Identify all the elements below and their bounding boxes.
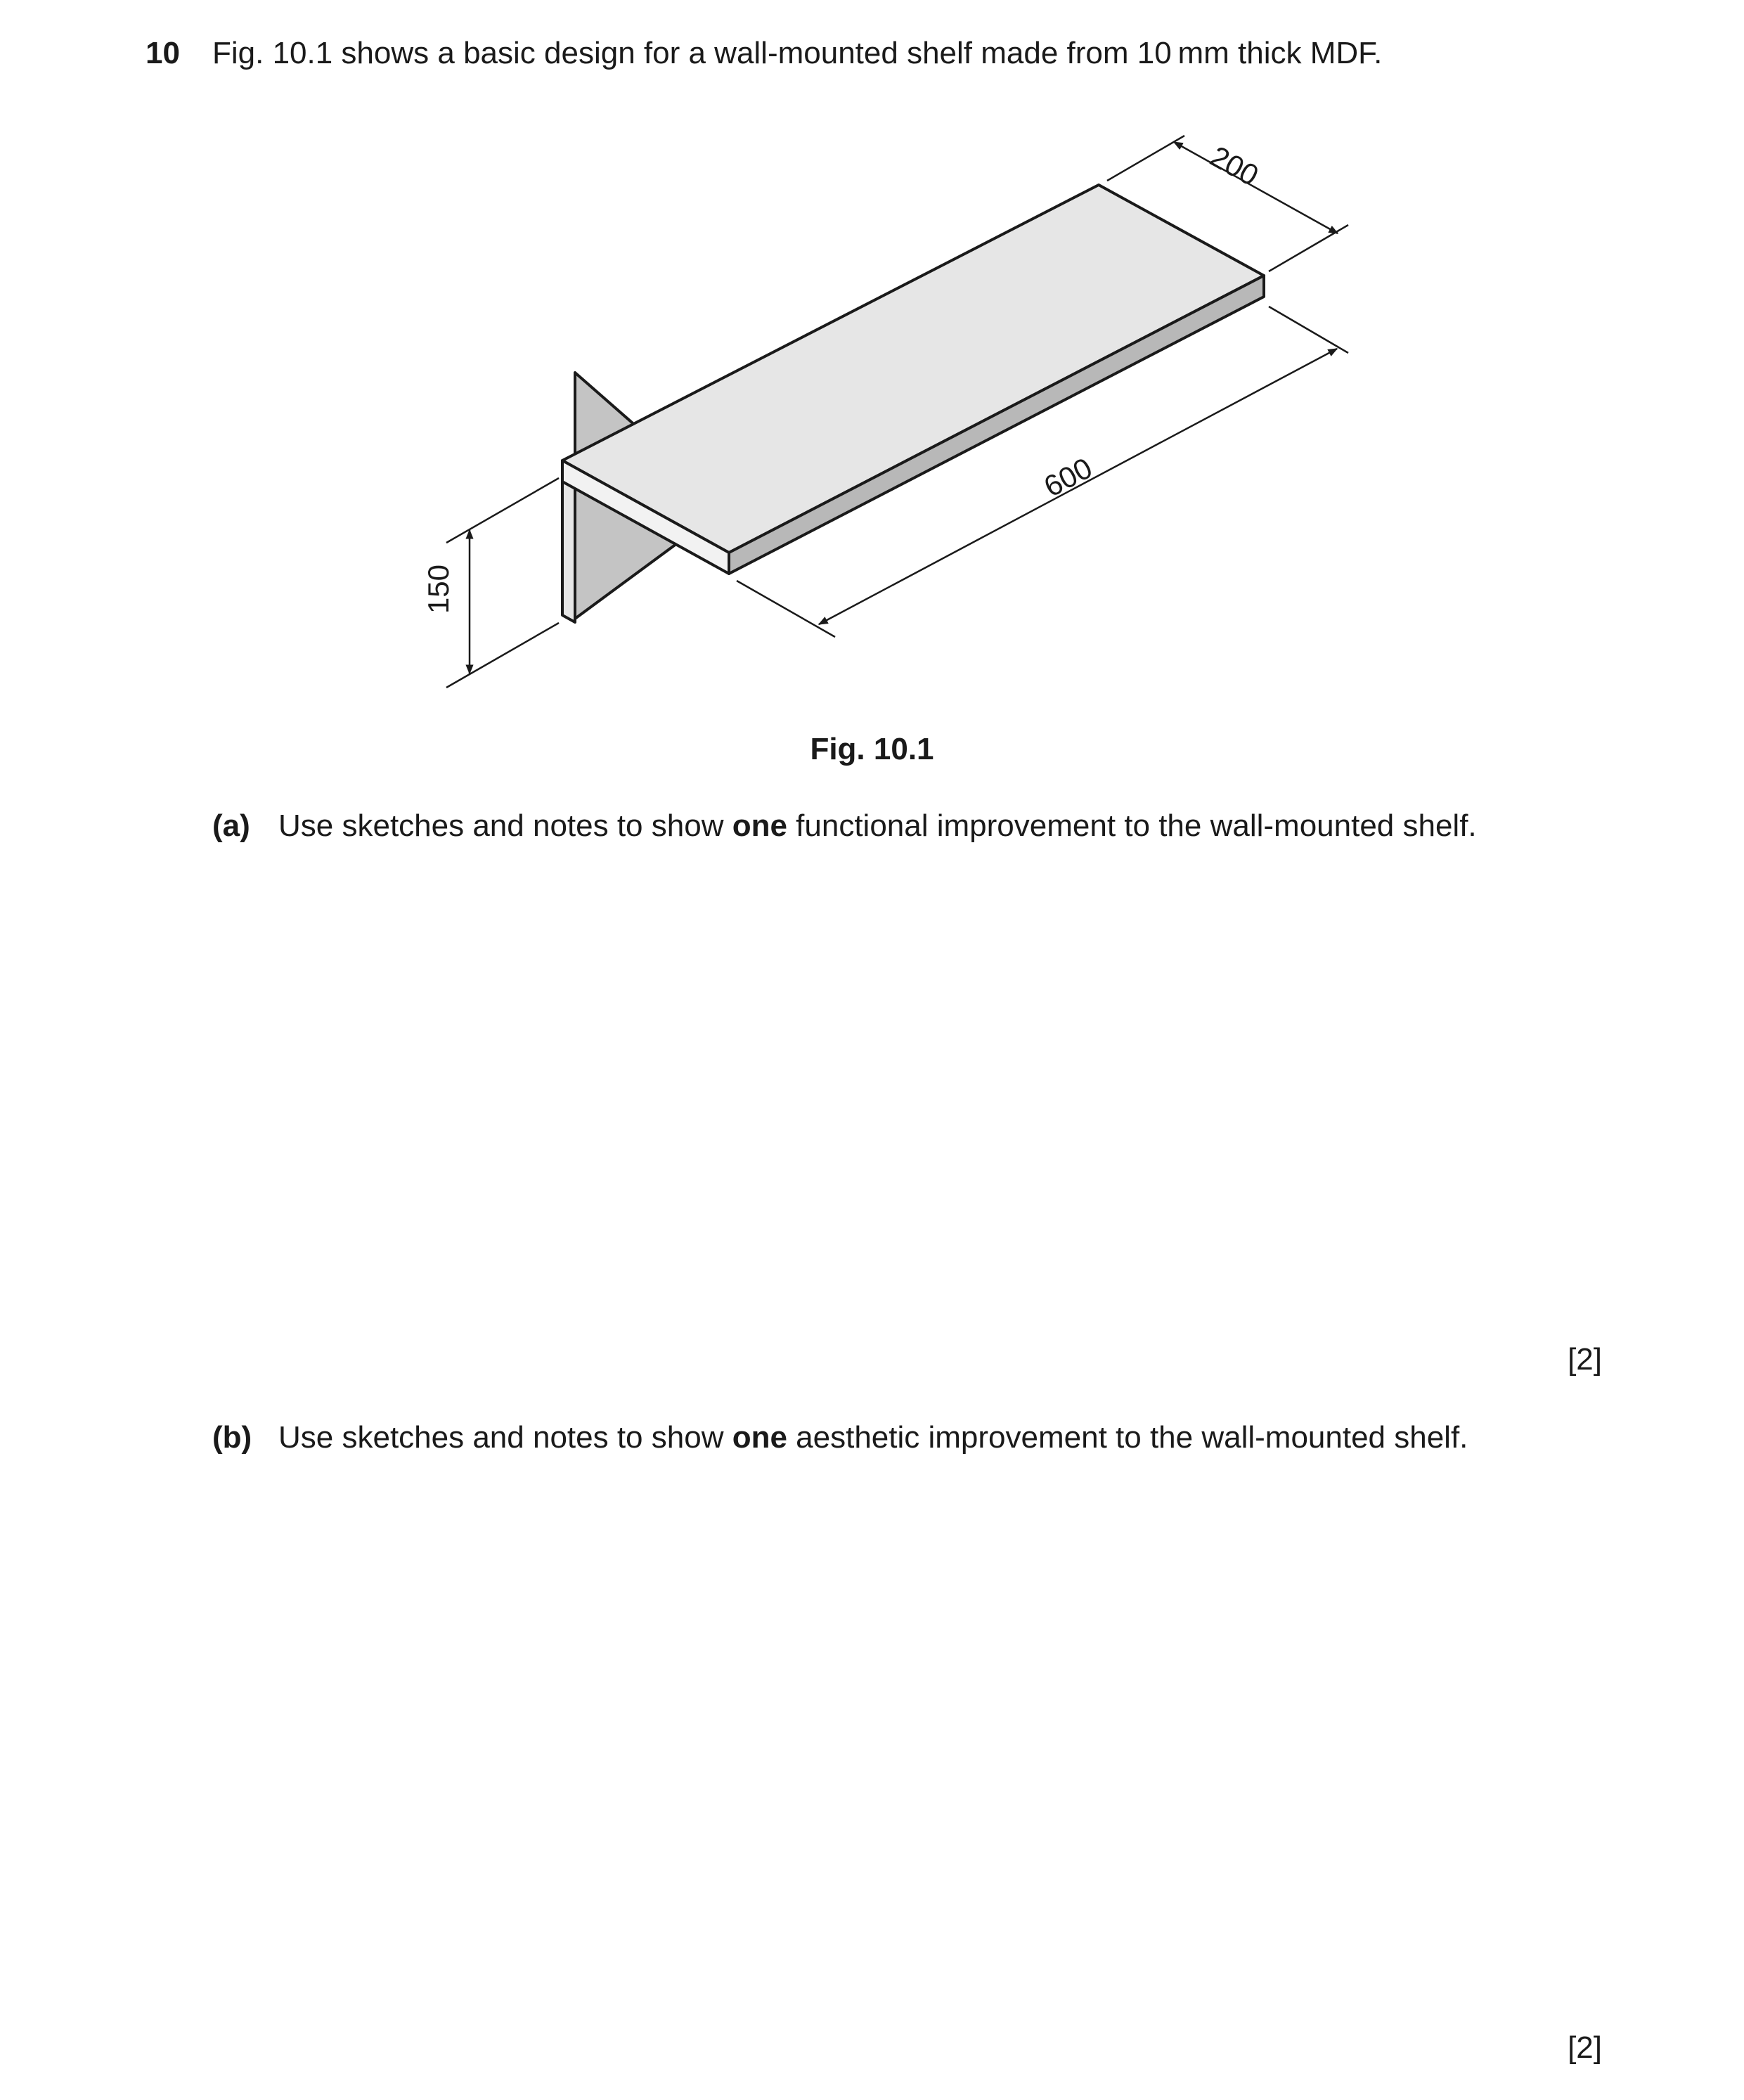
part-a-marks: [2]: [1568, 1342, 1602, 1377]
question-stem: Fig. 10.1 shows a basic design for a wall-mounted shelf made from 10 mm thick MDF.: [212, 36, 1383, 70]
part-a-question: [212, 806, 1477, 846]
shelf-top-face: [562, 185, 1264, 553]
part-a-text-after: functional improvement to the wall-mounted shelf.: [787, 809, 1477, 843]
part-a-label: (a): [212, 809, 250, 843]
part-b-text-after: aesthetic improvement to the wall-mounted shelf.: [787, 1420, 1468, 1455]
part-b-marks: [2]: [1568, 2030, 1602, 2065]
dimension-150-label: 150: [422, 564, 455, 614]
part-b-question: [212, 1418, 1468, 1457]
part-a-text-before: Use sketches and notes to show: [278, 809, 732, 843]
part-a-answer-space[interactable]: [212, 858, 1604, 1308]
part-b-answer-space[interactable]: [212, 1469, 1604, 2032]
bracket-front-edge: [562, 475, 575, 622]
part-b-text-before: Use sketches and notes to show: [278, 1420, 732, 1455]
dimension-200-label: 200: [1205, 139, 1265, 193]
dimension-150: [446, 478, 559, 688]
figure-caption: Fig. 10.1: [810, 732, 934, 766]
part-b-label: (b): [212, 1420, 252, 1455]
shelf-figure: [422, 112, 1350, 696]
question-number: 10: [146, 36, 180, 70]
part-a-emphasis: one: [732, 809, 787, 843]
part-b-emphasis: one: [732, 1420, 787, 1455]
dimension-600-label: 600: [1038, 451, 1098, 503]
